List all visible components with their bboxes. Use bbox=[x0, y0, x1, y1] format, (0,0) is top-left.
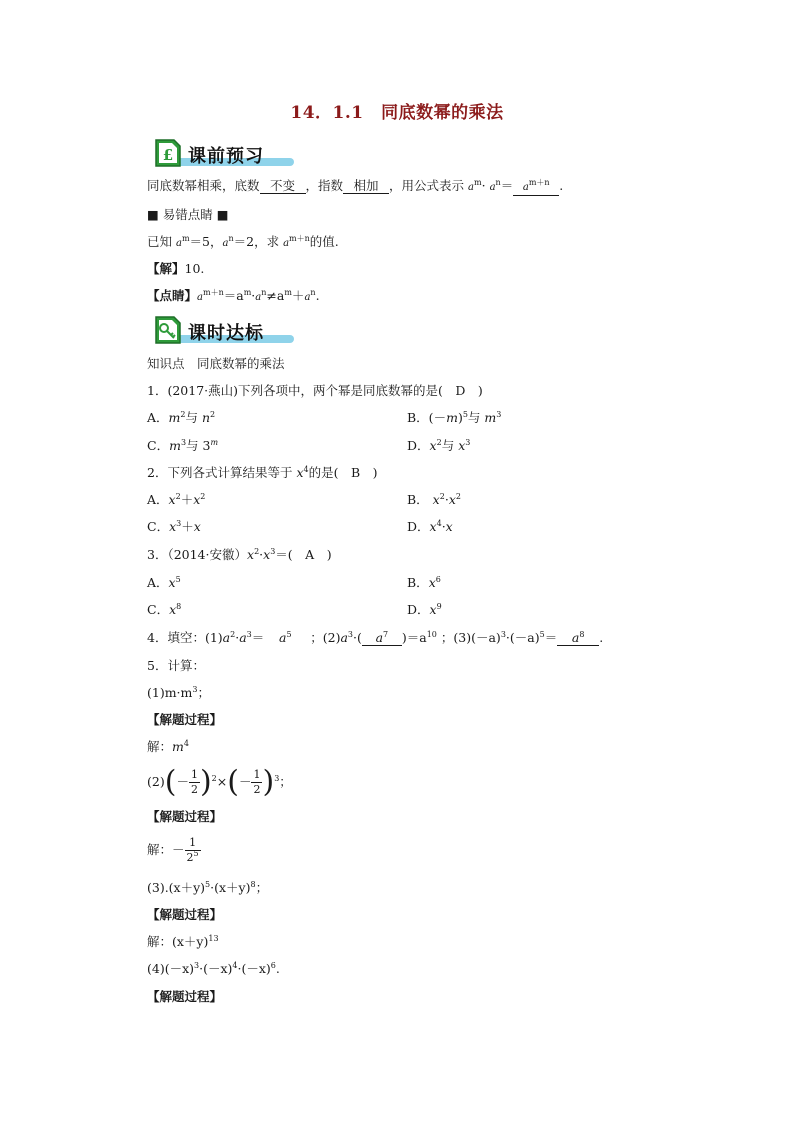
sup: 8 bbox=[250, 880, 256, 889]
error-point-question: 已知 $a^m=5$，$a^n=2$，求 $a^{m+n}$的值. bbox=[147, 234, 339, 249]
text: B． bbox=[407, 575, 429, 590]
sup: n bbox=[495, 178, 501, 187]
answer-3 bbox=[147, 932, 219, 950]
question-4: 4．填空：$(1)a^2\cdot a^3= a^5$ ；$(2)a^3\cdot$( $a^7$ )$=a^{10}$ ；$(3)(-a)^3\cdot(-a)^5= a^8$ . bbox=[147, 630, 604, 645]
text: ＝ bbox=[544, 630, 558, 645]
sup: 13 bbox=[208, 934, 219, 943]
text: ＝( A ) bbox=[275, 547, 332, 562]
math-var: a bbox=[468, 182, 474, 193]
text: (2) bbox=[147, 774, 165, 789]
text: )＝a bbox=[401, 630, 427, 645]
sup: 4 bbox=[232, 961, 238, 970]
math-var: a bbox=[375, 630, 384, 645]
text: ；(3)(－a) bbox=[440, 630, 501, 645]
sup: 5 bbox=[286, 630, 292, 639]
sup: 6 bbox=[270, 961, 276, 970]
text: · bbox=[481, 178, 486, 193]
text: ＝ bbox=[500, 178, 514, 193]
question-2-option-b: B． $x^2\cdot x^2$ bbox=[407, 492, 461, 507]
sup: 3 bbox=[274, 774, 280, 783]
answer-1 bbox=[147, 737, 189, 755]
text: D． bbox=[407, 602, 430, 617]
sup: 5 bbox=[205, 880, 211, 889]
text: 的值. bbox=[309, 234, 339, 249]
text: ，指数 bbox=[305, 178, 344, 193]
fraction bbox=[251, 768, 262, 797]
question-2-stem: 2．下列各式计算结果等于 $x^4$的是( B ) bbox=[147, 465, 378, 480]
numerator: 1 bbox=[185, 836, 201, 851]
text: ≠a bbox=[266, 288, 285, 303]
text: 4．填空：(1) bbox=[147, 630, 223, 645]
numerator: 1 bbox=[253, 768, 261, 781]
question-3-stem: 3．（2014·安徽）$x^2\cdot x^3=$( A ) bbox=[147, 547, 332, 562]
text: 已知 bbox=[147, 234, 176, 249]
math-var: a bbox=[571, 630, 580, 645]
preview-line bbox=[147, 176, 563, 196]
math-var: a bbox=[522, 182, 529, 193]
sup: m＋n bbox=[528, 178, 550, 187]
denominator: 2 bbox=[190, 783, 198, 796]
fraction bbox=[189, 768, 200, 797]
text: 与 3 bbox=[186, 438, 211, 453]
sup: 7 bbox=[383, 630, 389, 639]
pound-badge-icon bbox=[150, 136, 184, 170]
text: 同底数幂相乘，底数 bbox=[147, 178, 260, 193]
question-1-option-b: B．$(-m)^5$与 $m^3$ bbox=[407, 410, 502, 425]
question-5-part-3 bbox=[147, 878, 268, 896]
text: × bbox=[216, 774, 228, 789]
question-1-option-d: D．$x^2$与 $x^3$ bbox=[407, 438, 471, 453]
text: 2．下列各式计算结果等于 bbox=[147, 465, 293, 480]
text: ； bbox=[197, 685, 210, 700]
text: ； bbox=[279, 774, 292, 789]
error-point-solution bbox=[147, 259, 204, 277]
denominator: 2 bbox=[253, 783, 261, 796]
solution-process-label: 【解题过程】 bbox=[147, 809, 223, 824]
text: (3).(x＋y) bbox=[147, 880, 206, 895]
text: ，用公式表示 bbox=[389, 178, 465, 193]
text: 解：－ bbox=[147, 842, 185, 857]
sup: 3 bbox=[194, 961, 200, 970]
text: C． bbox=[147, 438, 170, 453]
sup: 8 bbox=[579, 630, 585, 639]
question-3-option-a: A．$x^5$ bbox=[147, 575, 181, 590]
text: ；(2) bbox=[310, 630, 341, 645]
text: ·(x＋y) bbox=[210, 880, 251, 895]
sup: 10 bbox=[426, 630, 437, 639]
question-3-option-c: C．$x^8$ bbox=[147, 602, 182, 617]
math-var: a bbox=[489, 182, 496, 193]
question-2-option-c: C．$x^3+x$ bbox=[147, 519, 201, 534]
error-point-heading: ■ 易错点睛 ■ bbox=[147, 207, 229, 222]
text: ·(－a) bbox=[505, 630, 540, 645]
text: 与 bbox=[467, 410, 481, 425]
text: ·(－x) bbox=[199, 961, 233, 976]
text: 解： bbox=[147, 739, 173, 754]
text: 10. bbox=[184, 261, 205, 276]
blank-answer bbox=[362, 631, 402, 646]
svg-text:£: £ bbox=[162, 146, 174, 164]
solution-process-label: 【解题过程】 bbox=[147, 907, 223, 922]
text: . bbox=[599, 630, 604, 645]
label: 【点睛】 bbox=[147, 288, 198, 303]
text: D． bbox=[407, 519, 430, 534]
text: 与 bbox=[185, 410, 198, 425]
math-var: a bbox=[278, 630, 287, 645]
question-2-option-a: A．$x^2+x^2$ bbox=[147, 492, 206, 507]
text: A． bbox=[147, 410, 169, 425]
page-title: 14．1.1 同底数幂的乘法 bbox=[290, 103, 504, 123]
sup: 3 bbox=[192, 685, 198, 694]
text: 的是( B ) bbox=[308, 465, 378, 480]
text: D． bbox=[407, 438, 430, 453]
text: B． bbox=[407, 492, 429, 507]
section-banner-preview bbox=[150, 136, 300, 170]
denominator bbox=[185, 851, 201, 865]
fraction bbox=[185, 836, 201, 865]
text: A． bbox=[147, 492, 169, 507]
text: 3．（2014·安徽） bbox=[147, 547, 247, 562]
text: ； bbox=[255, 880, 269, 895]
solution-process-label: 【解题过程】 bbox=[147, 989, 223, 1004]
sup: 2 bbox=[211, 774, 217, 783]
label: 【解】 bbox=[147, 261, 185, 276]
banner-label: 课时达标 bbox=[188, 323, 264, 344]
question-1-option-c: C．$m^3$与 3$^m$ bbox=[147, 438, 219, 453]
answer-2 bbox=[147, 832, 201, 868]
blank-answer: 相加 bbox=[343, 179, 389, 194]
question-2-option-d: D．$x^4\cdot x$ bbox=[407, 519, 453, 534]
text: ＝5， bbox=[189, 234, 223, 249]
blank-answer bbox=[557, 631, 599, 646]
numerator: 1 bbox=[190, 768, 198, 781]
blank-answer bbox=[513, 179, 559, 196]
text: ＝2，求 bbox=[233, 234, 284, 249]
text: 与 bbox=[441, 438, 455, 453]
error-point-tip: 【点睛】$a^{m+n}=a^m\cdot a^n\ne a^m+a^n$. bbox=[147, 288, 320, 303]
text: (1)m·m bbox=[147, 685, 193, 700]
text: 解：(x＋y) bbox=[147, 934, 209, 949]
question-5-stem: 5．计算： bbox=[147, 658, 205, 673]
text: ＝ bbox=[251, 630, 265, 645]
question-5-part-1 bbox=[147, 683, 210, 701]
question-1-option-a: A．$m^2$与 $n^2$ bbox=[147, 410, 216, 425]
text: 2 bbox=[186, 851, 194, 864]
question-3-option-b: B．$x^6$ bbox=[407, 575, 441, 590]
question-1-stem: 1．(2017·燕山)下列各项中，两个幂是同底数幂的是( D ) bbox=[147, 383, 483, 398]
banner-label: 课前预习 bbox=[188, 146, 264, 167]
text: . bbox=[275, 961, 280, 976]
text: C． bbox=[147, 602, 170, 617]
question-3-option-d: D．$x^9$ bbox=[407, 602, 442, 617]
text: . bbox=[559, 178, 564, 193]
key-badge-icon bbox=[150, 313, 184, 347]
knowledge-point: 知识点 同底数幂的乘法 bbox=[147, 356, 285, 371]
text: (4)(－x) bbox=[147, 961, 195, 976]
blank-answer: 不变 bbox=[260, 179, 306, 194]
text: B．(－ bbox=[407, 410, 447, 425]
text: ·(－x) bbox=[237, 961, 271, 976]
blank-answer bbox=[264, 631, 306, 646]
text: ·( bbox=[353, 630, 362, 645]
sup: m bbox=[474, 178, 482, 187]
question-5-part-4 bbox=[147, 959, 280, 977]
section-banner-practice bbox=[150, 313, 300, 347]
solution-process-label: 【解题过程】 bbox=[147, 712, 223, 727]
text: C． bbox=[147, 519, 170, 534]
question-5-part-2: (2)(－ $\frac{1}{2}$ )$^2$×(－ $\frac{1}{2}$ )$^3$； bbox=[147, 764, 292, 800]
text: A． bbox=[147, 575, 169, 590]
sup: 5 bbox=[193, 849, 199, 858]
sup: 4 bbox=[183, 739, 189, 748]
text: ＝a bbox=[223, 288, 244, 303]
math-var: m bbox=[172, 739, 184, 754]
